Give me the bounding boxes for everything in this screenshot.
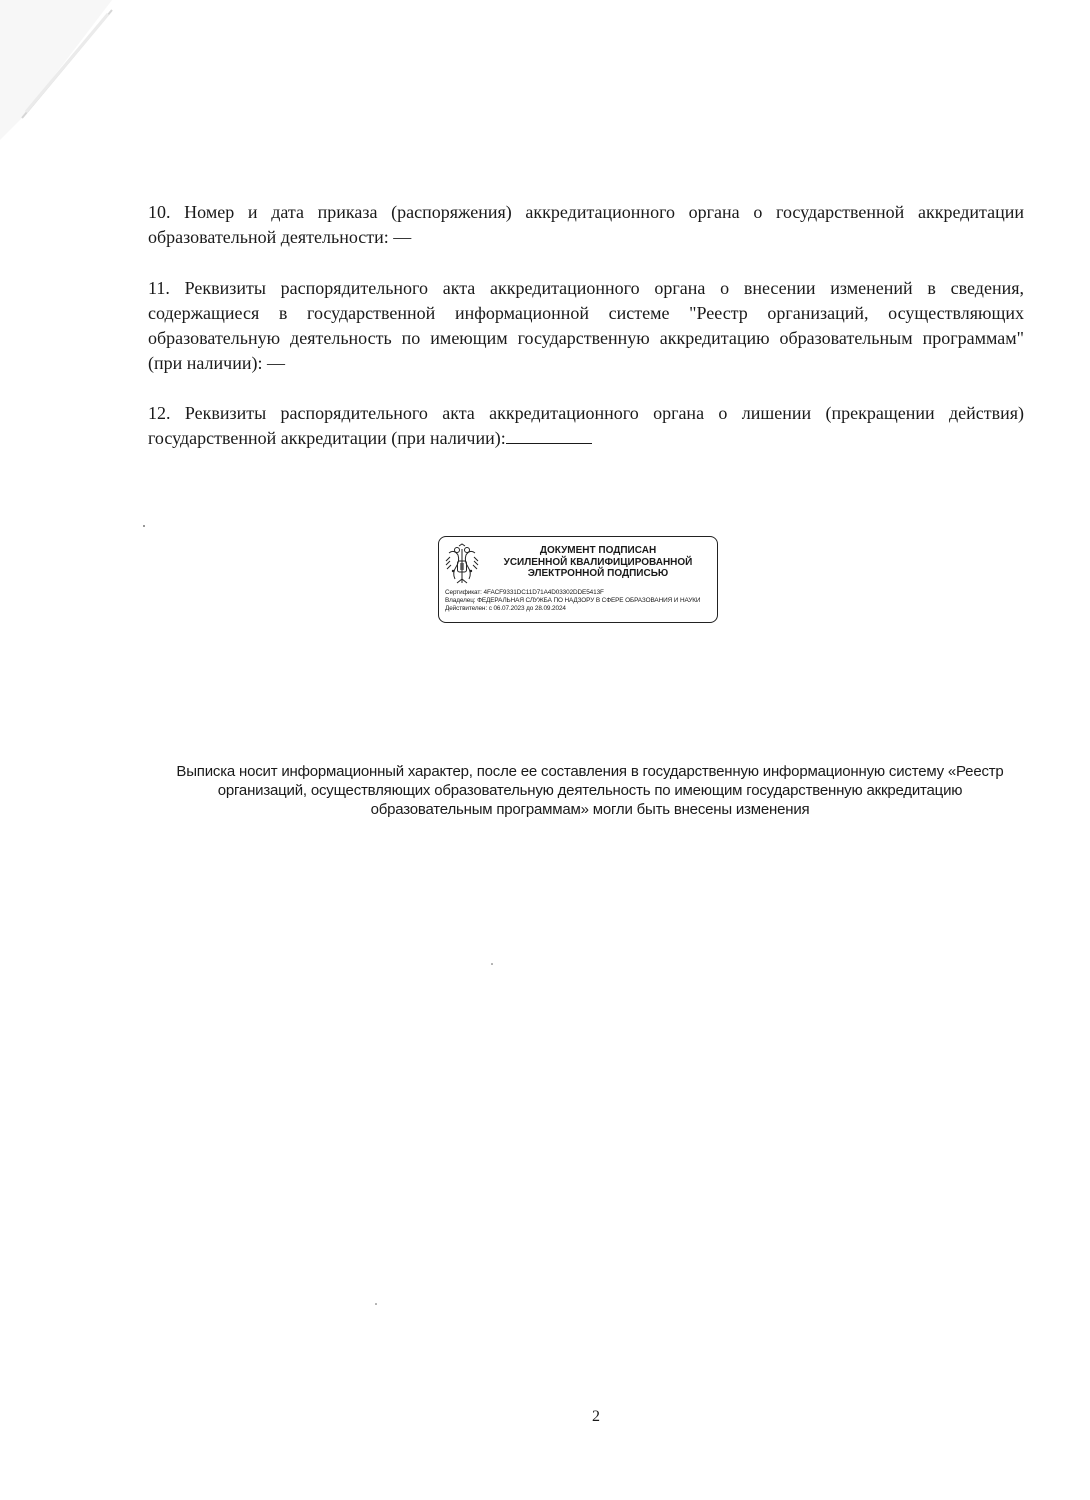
scan-speck (375, 1303, 377, 1305)
electronic-signature-stamp (438, 536, 718, 623)
stamp-validity: Действителен: с 06.07.2023 до 28.09.2024 (445, 605, 566, 612)
scan-speck (491, 963, 493, 965)
item-10-accreditation-order: 10. Номер и дата приказа (распоряжения) аккредитационного органа о государственной аккредитации образовательной деятельности: — (148, 202, 1024, 247)
stamp-heading-line-2: УСИЛЕННОЙ КВАЛИФИЦИРОВАННОЙ (503, 556, 693, 568)
blank-underline (506, 426, 592, 444)
stamp-certificate: Сертификат: 4FACF9331DC11D71A4D03302DDE5413F (445, 589, 604, 596)
stamp-heading-line-3: ЭЛЕКТРОННОЙ ПОДПИСЬЮ (527, 568, 669, 579)
page-number: 2 (592, 1408, 600, 1425)
item-12-text: 12. Реквизиты распорядительного акта аккредитационного органа о лишении (прекращении действия) государственной аккредитации (при наличии): (148, 403, 1024, 448)
stamp-heading-line-1: ДОКУМЕНТ ПОДПИСАН (539, 545, 657, 556)
item-12-revocation-act (148, 401, 1024, 451)
scan-speck (143, 525, 145, 527)
informational-note: Выписка носит информационный характер, после ее составления в государственную информационную систему «Реестр организаций, осуществляющих образовательную деятельность по имеющим государственную аккредитацию образовательным программам» могли быть внесены изменения (176, 763, 1004, 818)
stamp-owner: Владелец: ФЕДЕРАЛЬНАЯ СЛУЖБА ПО НАДЗОРУ В СФЕРЕ ОБРАЗОВАНИЯ И НАУКИ (445, 597, 701, 604)
coat-of-arms-icon (445, 543, 479, 587)
scan-corner-fold (0, 0, 140, 140)
item-11-amendment-act: 11. Реквизиты распорядительного акта аккредитационного органа о внесении изменений в сведения, содержащиеся в государственной информационной системе "Реестр организаций, осуществляющих образовательную деятельность по имеющим государственную аккредитацию образовательным программам" (при наличии): — (148, 278, 1024, 373)
stamp-heading (485, 545, 711, 580)
